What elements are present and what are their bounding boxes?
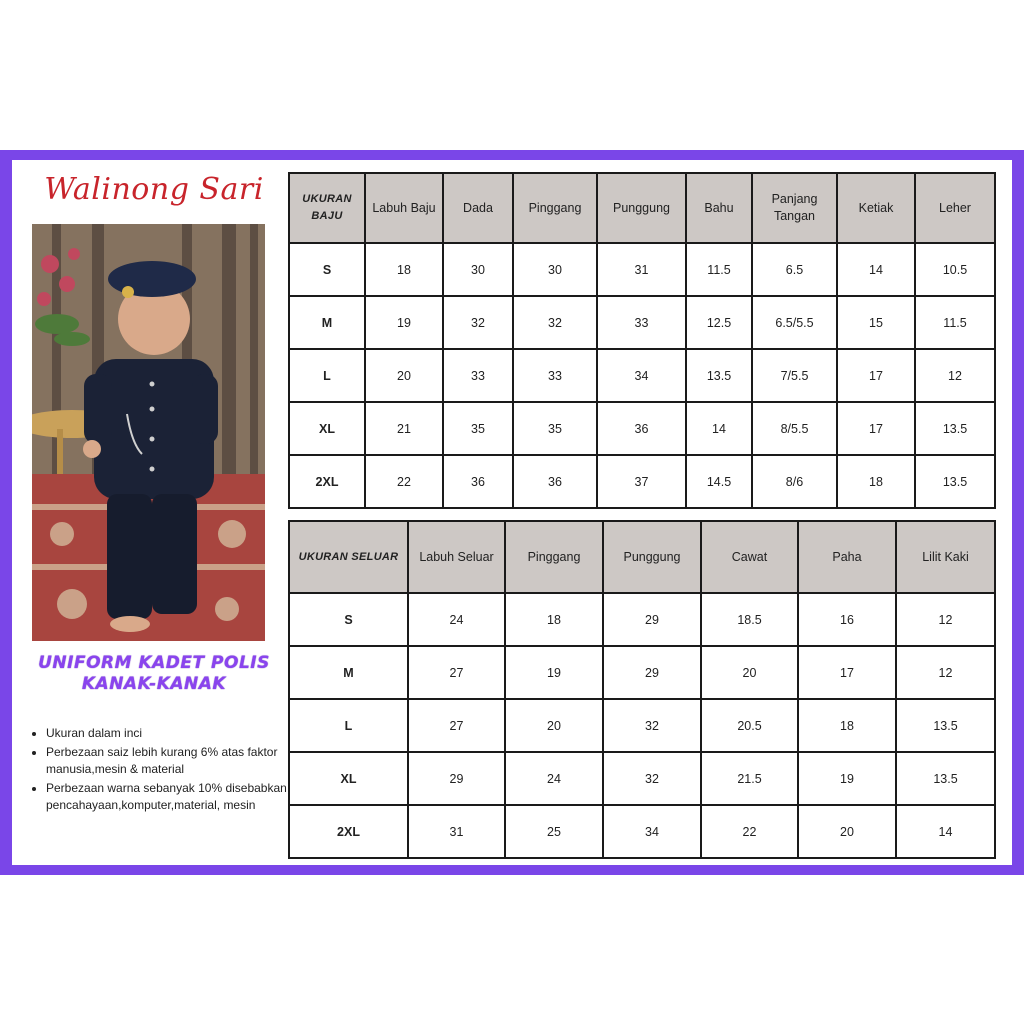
header-pinggang: Pinggang	[513, 173, 597, 243]
value-cell: 31	[597, 243, 686, 296]
value-cell: 11.5	[915, 296, 995, 349]
size-table-seluar	[288, 520, 996, 859]
value-cell: 32	[443, 296, 513, 349]
value-cell: 21	[365, 402, 443, 455]
value-cell: 18	[837, 455, 915, 508]
value-cell: 13.5	[896, 752, 995, 805]
value-cell: 18	[798, 699, 896, 752]
size-cell: XL	[289, 402, 365, 455]
value-cell: 11.5	[686, 243, 752, 296]
size-cell: S	[289, 243, 365, 296]
value-cell: 20	[365, 349, 443, 402]
value-cell: 34	[603, 805, 701, 858]
table-header-row	[289, 521, 995, 593]
value-cell: 27	[408, 699, 505, 752]
value-cell: 19	[365, 296, 443, 349]
header-bahu: Bahu	[686, 173, 752, 243]
value-cell: 37	[597, 455, 686, 508]
value-cell: 12	[896, 646, 995, 699]
heading-line-2: KANAK-KANAK	[81, 674, 227, 694]
table-header-row	[289, 173, 995, 243]
brand-logo: Walinong Sari	[44, 172, 264, 207]
value-cell: 32	[603, 752, 701, 805]
table-row	[289, 402, 995, 455]
value-cell: 8/6	[752, 455, 837, 508]
value-cell: 18	[505, 593, 603, 646]
value-cell: 13.5	[686, 349, 752, 402]
value-cell: 33	[597, 296, 686, 349]
value-cell: 8/5.5	[752, 402, 837, 455]
value-cell: 32	[513, 296, 597, 349]
value-cell: 24	[408, 593, 505, 646]
value-cell: 20	[701, 646, 798, 699]
header-pinggang: Pinggang	[505, 521, 603, 593]
value-cell: 17	[798, 646, 896, 699]
value-cell: 6.5/5.5	[752, 296, 837, 349]
value-cell: 29	[603, 646, 701, 699]
header-dada: Dada	[443, 173, 513, 243]
value-cell: 12	[915, 349, 995, 402]
header-punggung: Punggung	[603, 521, 701, 593]
size-cell: L	[289, 349, 365, 402]
product-photo	[32, 224, 265, 641]
header-ukuran-baju: UKURAN BAJU	[289, 173, 365, 243]
value-cell: 12	[896, 593, 995, 646]
value-cell: 17	[837, 349, 915, 402]
value-cell: 19	[505, 646, 603, 699]
value-cell: 30	[513, 243, 597, 296]
value-cell: 7/5.5	[752, 349, 837, 402]
value-cell: 31	[408, 805, 505, 858]
value-cell: 15	[837, 296, 915, 349]
product-heading	[16, 653, 292, 695]
value-cell: 14	[837, 243, 915, 296]
header-labuh-baju: Labuh Baju	[365, 173, 443, 243]
note-item: • Perbezaan warna sebanyak 10% disebabkan pencahayaan,komputer,material, mesin	[46, 780, 302, 814]
table-row	[289, 752, 995, 805]
value-cell: 22	[701, 805, 798, 858]
value-cell: 20.5	[701, 699, 798, 752]
size-cell: L	[289, 699, 408, 752]
value-cell: 14	[896, 805, 995, 858]
value-cell: 13.5	[896, 699, 995, 752]
header-labuh-seluar: Labuh Seluar	[408, 521, 505, 593]
value-cell: 20	[798, 805, 896, 858]
size-cell: M	[289, 296, 365, 349]
value-cell: 30	[443, 243, 513, 296]
value-cell: 36	[513, 455, 597, 508]
value-cell: 13.5	[915, 402, 995, 455]
value-cell: 36	[597, 402, 686, 455]
value-cell: 13.5	[915, 455, 995, 508]
header-paha: Paha	[798, 521, 896, 593]
value-cell: 6.5	[752, 243, 837, 296]
value-cell: 24	[505, 752, 603, 805]
notes-list	[20, 725, 302, 816]
value-cell: 32	[603, 699, 701, 752]
value-cell: 14.5	[686, 455, 752, 508]
size-cell: M	[289, 646, 408, 699]
table-row	[289, 805, 995, 858]
size-cell: 2XL	[289, 805, 408, 858]
value-cell: 18	[365, 243, 443, 296]
header-ukuran-seluar: UKURAN SELUAR	[289, 521, 408, 593]
card	[12, 160, 1012, 865]
value-cell: 29	[603, 593, 701, 646]
size-cell: 2XL	[289, 455, 365, 508]
value-cell: 33	[513, 349, 597, 402]
value-cell: 20	[505, 699, 603, 752]
value-cell: 14	[686, 402, 752, 455]
value-cell: 33	[443, 349, 513, 402]
table-row	[289, 455, 995, 508]
value-cell: 16	[798, 593, 896, 646]
value-cell: 17	[837, 402, 915, 455]
header-punggung: Punggung	[597, 173, 686, 243]
value-cell: 29	[408, 752, 505, 805]
child-police-uniform-photo	[32, 224, 265, 641]
value-cell: 35	[513, 402, 597, 455]
header-ketiak: Ketiak	[837, 173, 915, 243]
value-cell: 12.5	[686, 296, 752, 349]
purple-frame	[0, 150, 1024, 875]
note-item: • Ukuran dalam inci	[46, 725, 302, 742]
header-lilit-kaki: Lilit Kaki	[896, 521, 995, 593]
heading-line-1: UNIFORM KADET POLIS	[38, 653, 270, 673]
value-cell: 19	[798, 752, 896, 805]
size-cell: XL	[289, 752, 408, 805]
table-row	[289, 349, 995, 402]
size-table-baju	[288, 172, 996, 509]
value-cell: 27	[408, 646, 505, 699]
value-cell: 25	[505, 805, 603, 858]
value-cell: 18.5	[701, 593, 798, 646]
size-cell: S	[289, 593, 408, 646]
table-row	[289, 593, 995, 646]
header-leher: Leher	[915, 173, 995, 243]
table-row	[289, 243, 995, 296]
value-cell: 10.5	[915, 243, 995, 296]
value-cell: 34	[597, 349, 686, 402]
table-row	[289, 699, 995, 752]
value-cell: 35	[443, 402, 513, 455]
table-row	[289, 296, 995, 349]
table-row	[289, 646, 995, 699]
value-cell: 36	[443, 455, 513, 508]
header-panjang-tangan: Panjang Tangan	[752, 173, 837, 243]
value-cell: 22	[365, 455, 443, 508]
value-cell: 21.5	[701, 752, 798, 805]
header-cawat: Cawat	[701, 521, 798, 593]
note-item: • Perbezaan saiz lebih kurang 6% atas faktor manusia,mesin & material	[46, 744, 302, 778]
